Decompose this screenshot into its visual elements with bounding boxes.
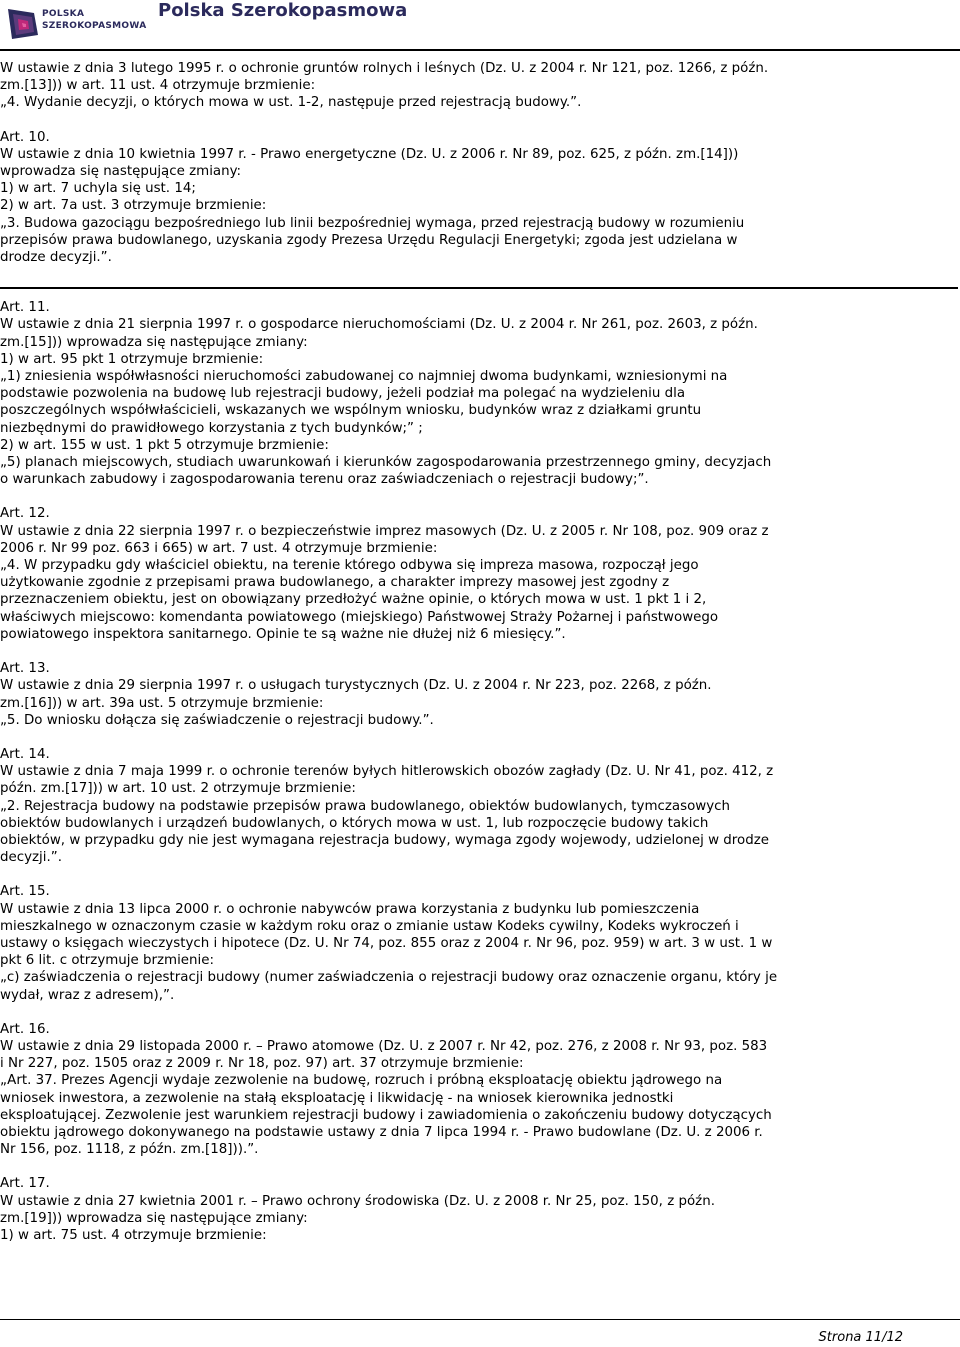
text-line: ustawy o księgach wieczystych i hipotece (Dz. U. Nr 74, poz. 855 oraz z 2004 r. Nr 96, poz. 959) w art. 3 w ust. 1 w	[0, 935, 773, 951]
text-line: Art. 10.	[0, 129, 50, 145]
spacer	[0, 866, 958, 883]
text-line: „Art. 37. Prezes Agencji wydaje zezwolenie na budowę, rozruch i próbną eksploatację obiektu jądrowego na	[0, 1073, 723, 1089]
text-line: użytkowanie zgodnie z przepisami prawa budowlanego, a charakter imprezy masowej jest zgodny z	[0, 575, 670, 591]
logo-line-1: POLSKA	[42, 9, 85, 19]
text-line: Art. 15.	[0, 884, 50, 900]
spacer	[0, 488, 958, 505]
text-line: Art. 11.	[0, 300, 50, 316]
section-art-16	[0, 1021, 958, 1159]
text-line: 1) w art. 75 ust. 4 otrzymuje brzmienie:	[0, 1227, 267, 1243]
text-line: poszczególnych współwłaścicieli, wskazanych we wspólnym wniosku, budynków wraz z działkami gruntu	[0, 403, 702, 419]
logo-text	[42, 8, 146, 32]
text-line: W ustawie z dnia 13 lipca 2000 r. o ochronie nabywców prawa korzystania z budynku lub pomieszczenia	[0, 901, 700, 917]
page-header	[0, 0, 960, 50]
text-line: W ustawie z dnia 29 listopada 2000 r. – Prawo atomowe (Dz. U. z 2007 r. Nr 42, poz. 276, z 2008 r. Nr 93, poz. 583	[0, 1038, 768, 1054]
text-line: eksploatującej. Zezwolenie jest warunkiem rejestracji budowy i zawiadomienia o zakończeniu budowy dotyczących	[0, 1107, 772, 1123]
text-line: „2. Rejestracja budowy na podstawie przepisów prawa budowlanego, obiektów budowlanych, tymczasowych	[0, 798, 730, 814]
text-line: podstawie pozwolenia na budowę lub rejestracji budowy, jeżeli podział ma polegać na wydzieleniu dla	[0, 386, 686, 402]
document-body	[0, 60, 958, 1244]
text-line: Art. 12.	[0, 506, 50, 522]
section-art-10	[0, 129, 958, 267]
text-line: zm.[16])) w art. 39a ust. 5 otrzymuje brzmienie:	[0, 695, 324, 711]
text-line: Art. 14.	[0, 746, 50, 762]
text-line: W ustawie z dnia 7 maja 1999 r. o ochronie terenów byłych hitlerowskich obozów zagłady (Dz. U. Nr 41, poz. 412, z	[0, 764, 774, 780]
text-line: zm.[15])) wprowadza się następujące zmiany:	[0, 334, 308, 350]
text-line: powiatowego inspektora sanitarnego. Opinie te są ważne nie dłużej niż 6 miesięcy.”.	[0, 626, 566, 642]
text-line: drodze decyzji.”.	[0, 250, 112, 266]
spacer	[0, 112, 958, 129]
text-line: przepisów prawa budowlanego, uzyskania zgody Prezesa Urzędu Regulacji Energetyki; zgoda jest udzielana w	[0, 232, 738, 248]
section-art-15	[0, 883, 958, 1003]
page-title: Polska Szerokopasmowa	[158, 0, 408, 21]
text-line: Art. 13.	[0, 661, 50, 677]
section-art-13	[0, 660, 958, 729]
text-line: W ustawie z dnia 22 sierpnia 1997 r. o bezpieczeństwie imprez masowych (Dz. U. z 2005 r. Nr 108, poz. 909 oraz z	[0, 523, 769, 539]
text-line: Art. 17.	[0, 1176, 50, 1192]
text-line: obiektów budowlanych i urządzeń budowlanych, o których mowa w ust. 1, lub rozpoczęcie budowy takich	[0, 815, 709, 831]
text-line: „c) zaświadczenia o rejestracji budowy (numer zaświadczenia o rejestracji budowy oraz oznaczenie organu, który je	[0, 970, 778, 986]
text-line: W ustawie z dnia 10 kwietnia 1997 r. - Prawo energetyczne (Dz. U. z 2006 r. Nr 89, poz. 625, z późn. zm.[14]))	[0, 146, 739, 162]
text-line: zm.[13])) w art. 11 ust. 4 otrzymuje brzmienie:	[0, 78, 316, 94]
text-line: Art. 16.	[0, 1021, 50, 1037]
text-line: 1) w art. 95 pkt 1 otrzymuje brzmienie:	[0, 351, 264, 367]
text-line: późn. zm.[17])) w art. 10 ust. 2 otrzymuje brzmienie:	[0, 781, 356, 797]
section-art-12	[0, 505, 958, 643]
text-line: 2) w art. 7a ust. 3 otrzymuje brzmienie:	[0, 198, 267, 214]
text-line: wydał, wraz z adresem),”.	[0, 987, 175, 1003]
text-line: 2) w art. 155 w ust. 1 pkt 5 otrzymuje brzmienie:	[0, 437, 329, 453]
text-line: 1) w art. 7 uchyla się ust. 14;	[0, 181, 196, 197]
text-line: wprowadza się następujące zmiany:	[0, 164, 242, 180]
text-line: Nr 156, poz. 1118, z późn. zm.[18])).”.	[0, 1142, 259, 1158]
text-line: „5. Do wniosku dołącza się zaświadczenie o rejestracji budowy.”.	[0, 712, 434, 728]
text-line: „4. W przypadku gdy właściciel obiektu, na terenie którego odbywa się impreza masowa, rozpoczął jego	[0, 558, 699, 574]
text-line: W ustawie z dnia 21 sierpnia 1997 r. o gospodarce nieruchomościami (Dz. U. z 2004 r. Nr 261, poz. 2603, z późn.	[0, 317, 758, 333]
text-line: W ustawie z dnia 27 kwietnia 2001 r. – Prawo ochrony środowiska (Dz. U. z 2008 r. Nr 25, poz. 150, z późn.	[0, 1193, 715, 1209]
text-line: wniosek inwestora, a zezwolenie na stałą eksploatację i likwidację - na wniosek kierownika jednostki	[0, 1090, 674, 1106]
section-preamble	[0, 60, 958, 112]
section-art-14	[0, 746, 958, 866]
header-divider	[0, 49, 960, 51]
text-line: i Nr 227, poz. 1505 oraz z 2009 r. Nr 18, poz. 97) art. 37 otrzymuje brzmienie:	[0, 1056, 524, 1072]
footer-divider	[0, 1319, 960, 1320]
text-line: obiektu jądrowego dokonywanego na podstawie ustawy z dnia 7 lipca 1994 r. - Prawo budowlane (Dz. U. z 2006 r.	[0, 1124, 763, 1140]
text-line: „5) planach miejscowych, studiach uwarunkowań i kierunków zagospodarowania przestrzennego gminy, decyzjach	[0, 455, 772, 471]
spacer	[0, 1158, 958, 1175]
text-line: pkt 6 lit. c otrzymuje brzmienie:	[0, 953, 215, 969]
text-line: „1) zniesienia współwłasności nieruchomości zabudowanej co najmniej dwoma budynkami, wzniesionymi na	[0, 369, 728, 385]
text-line: „4. Wydanie decyzji, o których mowa w ust. 1-2, następuje przed rejestracją budowy.”.	[0, 95, 582, 111]
text-line: właściwych miejscowo: komendanta powiatowego (miejskiego) Państwowej Straży Pożarnej i państwowego	[0, 609, 719, 625]
spacer	[0, 729, 958, 746]
section-art-17	[0, 1175, 958, 1244]
logo-line-2: SZEROKOPASMOWA	[42, 21, 147, 31]
text-line: mieszkalnego w oznaczonym czasie w każdym roku oraz o zmianie ustaw Kodeks cywilny, Kodeks wykroczeń i	[0, 918, 739, 934]
text-line: zm.[19])) wprowadza się następujące zmiany:	[0, 1210, 308, 1226]
text-line: W ustawie z dnia 29 sierpnia 1997 r. o usługach turystycznych (Dz. U. z 2004 r. Nr 223, poz. 2268, z późn.	[0, 678, 712, 694]
text-line: o warunkach zabudowy i zagospodarowania terenu oraz zaświadczeniach o rejestracji budowy;”.	[0, 472, 649, 488]
section-divider	[0, 287, 958, 289]
text-line: przeznaczeniem obiektu, jest on obowiązany przedłożyć ważne opinie, o których mowa w ust. 1 pkt 1 i 2,	[0, 592, 707, 608]
page-number: Strona 11/12	[818, 1330, 903, 1345]
text-line: niezbędnymi do prawidłowego korzystania z tych budynków;” ;	[0, 420, 423, 436]
text-line: decyzji.”.	[0, 850, 62, 866]
text-line: 2006 r. Nr 99 poz. 663 i 665) w art. 7 ust. 4 otrzymuje brzmienie:	[0, 540, 438, 556]
text-line: W ustawie z dnia 3 lutego 1995 r. o ochronie gruntów rolnych i leśnych (Dz. U. z 2004 r. Nr 121, poz. 1266, z późn.	[0, 61, 769, 76]
spacer	[0, 1004, 958, 1021]
text-line: obiektów, w przypadku gdy nie jest wymagana rejestracja budowy, wymaga zgody wojewody, udzielonej w drodze	[0, 832, 769, 848]
section-art-11	[0, 299, 958, 488]
text-line: „3. Budowa gazociągu bezpośredniego lub linii bezpośredniej wymaga, przed rejestracją budowy w rozumieniu	[0, 215, 745, 231]
spacer	[0, 643, 958, 660]
